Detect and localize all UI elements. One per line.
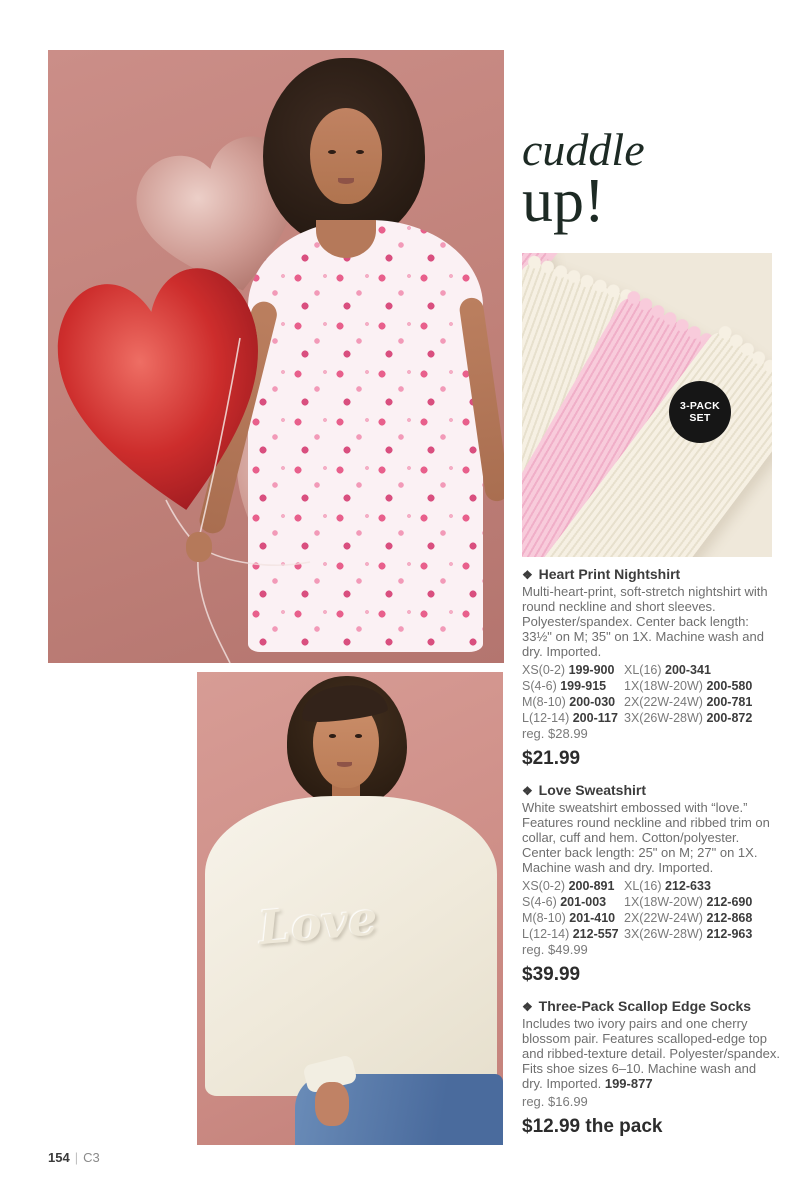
product-description: Multi-heart-print, soft-stretch nightshirt with round neckline and short sleeves. Polyester/spandex. Center back length: 33½" on M; 35" on 1X. Machine wash and dry. Imported. [522,584,768,659]
catalog-code: C3 [83,1150,100,1165]
size-sku-cell: XL(16) 200-341 [624,663,711,677]
size-sku-cell: 3X(26W-28W) 212-963 [624,927,753,941]
size-sku-cell: 2X(22W-24W) 200-781 [624,695,753,709]
page-number: 154 [48,1150,70,1165]
sale-price: $39.99 [522,964,581,985]
product-description [522,1016,780,1091]
headline-up: up! [522,167,605,235]
model2-right-eye [355,734,362,738]
nightshirt-photo [48,50,504,663]
size-sku-cell: S(4-6) 201-003 [522,895,607,909]
product-title-text: Three-Pack Scallop Edge Socks [538,998,752,1014]
sweatshirt-photo [197,672,503,1145]
product-title [522,566,780,582]
balloon-strings [48,50,504,663]
footer-divider: | [74,1150,79,1165]
love-embossed-script: Love [256,890,380,956]
badge-line1: 3-PACK [679,400,721,412]
model2-mouth [337,762,352,767]
product-description: White sweatshirt embossed with “love.” Features round neckline and ribbed trim on collar, cuff and hem. Cotton/polyester. Center back length: 25" on M; 27" on 1X. Machine wash and dry. Imported. [522,800,770,875]
product-sku: 199-877 [604,1076,653,1091]
product-title [522,782,780,798]
description-text: Includes two ivory pairs and one cherry blossom pair. Features scalloped-edge top and ribbed-texture detail. Polyester/spandex. Fits shoe sizes 6–10. Machine wash and dry. Imported. [522,1016,780,1091]
size-sku-cell: 2X(22W-24W) 212-868 [624,911,753,925]
product-title-text: Heart Print Nightshirt [538,566,681,582]
three-pack-set-badge [669,381,731,443]
product-title-text: Love Sweatshirt [538,782,647,798]
size-sku-cell: 1X(18W-20W) 200-580 [624,679,753,693]
size-sku-cell: M(8-10) 200-030 [522,695,616,709]
size-sku-cell: XL(16) 212-633 [624,879,711,893]
products-column [522,566,780,1150]
product-title [522,998,780,1014]
model1-hand [186,532,212,562]
diamond-bullet-icon: ❖ [522,568,533,582]
size-sku-cell: XS(0-2) 200-891 [522,879,615,893]
headline [522,124,645,235]
size-sku-cell: S(4-6) 199-915 [522,679,607,693]
regular-price: reg. $16.99 [522,1094,588,1109]
model2-hand [315,1082,349,1126]
sale-price: $12.99 the pack [522,1116,663,1137]
size-sku-cell: M(8-10) 201-410 [522,911,616,925]
product-love-sweatshirt [522,782,780,987]
size-sku-cell: L(12-14) 200-117 [522,711,618,725]
headline-cuddle: cuddle [522,124,645,175]
model2-left-eye [329,734,336,738]
page-footer [48,1150,100,1165]
size-sku-cell: XS(0-2) 199-900 [522,663,615,677]
product-heart-print-nightshirt [522,566,780,771]
socks-photo [522,253,772,557]
sale-price: $21.99 [522,748,581,769]
diamond-bullet-icon: ❖ [522,1000,533,1014]
size-sku-cell: 1X(18W-20W) 212-690 [624,895,753,909]
product-three-pack-scallop-edge-socks [522,998,780,1139]
diamond-bullet-icon: ❖ [522,784,533,798]
size-sku-cell: L(12-14) 212-557 [522,927,619,941]
size-sku-table [522,878,780,942]
size-sku-cell: 3X(26W-28W) 200-872 [624,711,753,725]
regular-price: reg. $28.99 [522,726,588,741]
size-sku-table [522,662,780,726]
regular-price: reg. $49.99 [522,942,588,957]
badge-line2: SET [689,412,711,424]
